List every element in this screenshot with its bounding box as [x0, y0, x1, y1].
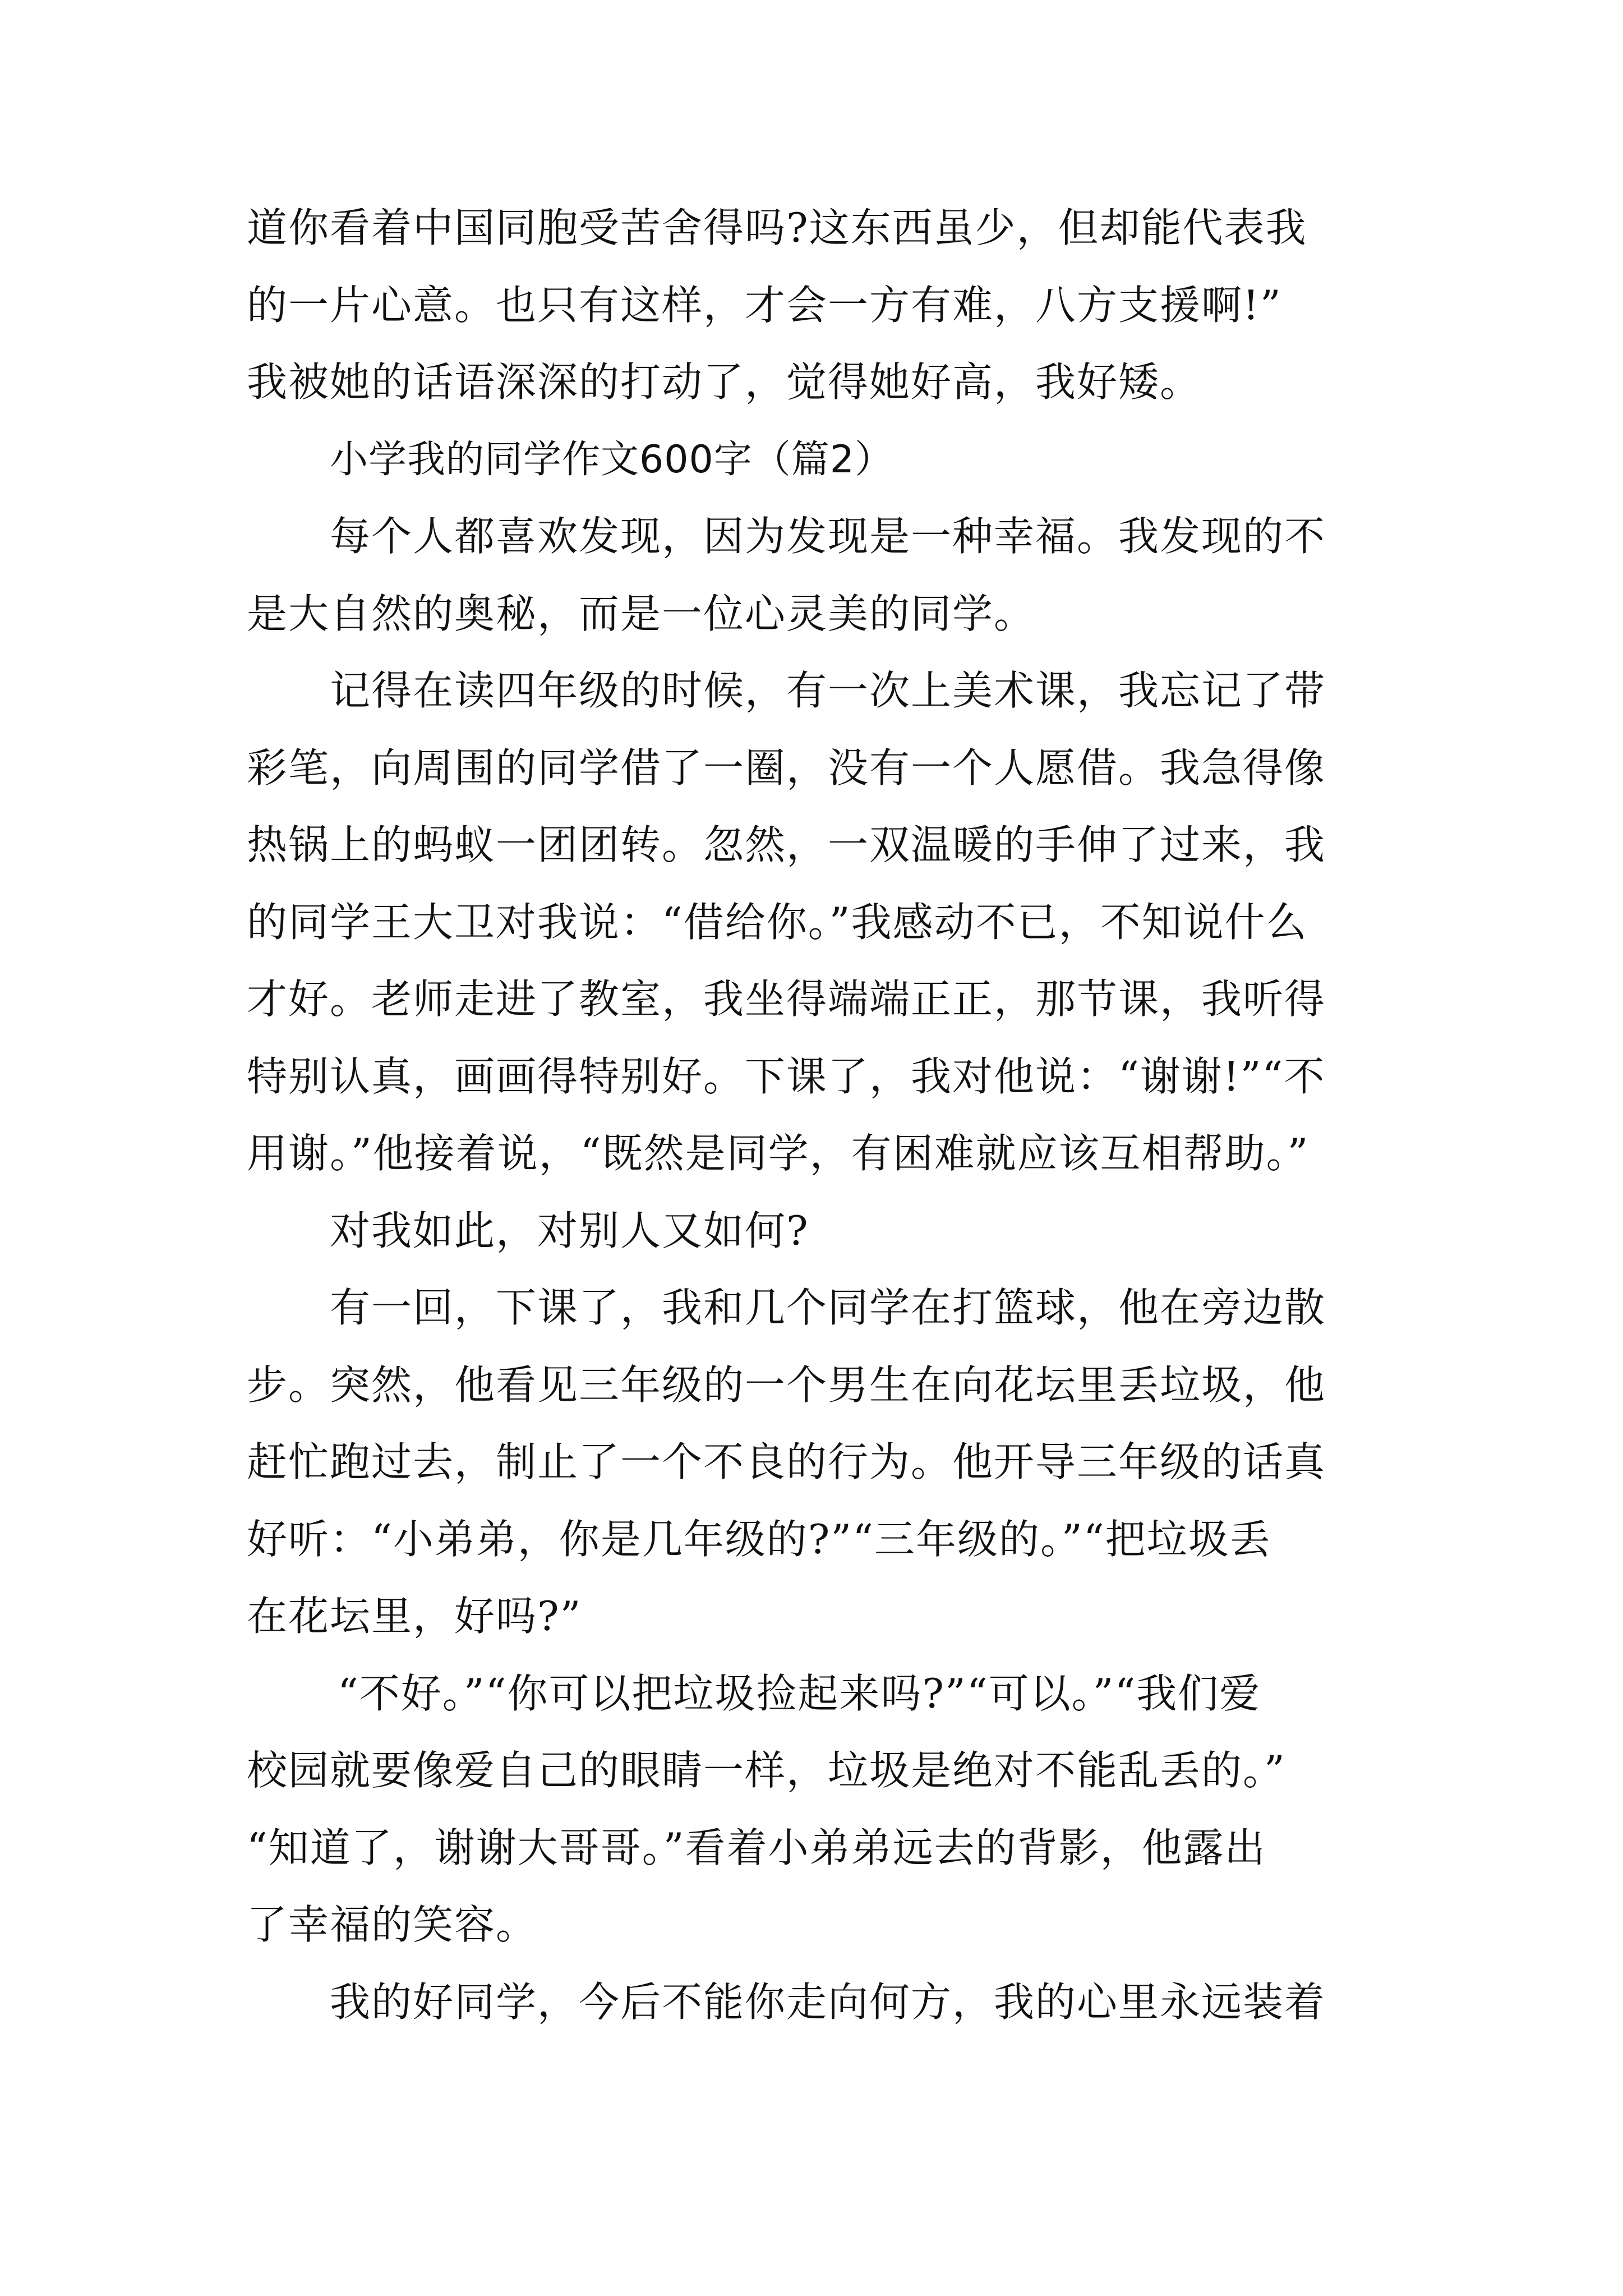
text-line: 步。突然，他看见三年级的一个男生在向花坛里丢垃圾，他	[247, 1361, 1326, 1409]
text-line: 好听：“小弟弟，你是几年级的?”“三年级的。”“把垃圾丢	[247, 1515, 1271, 1563]
paragraph-first-line: “不好。”“你可以把垃圾捡起来吗?”“可以。”“我们爱	[338, 1669, 1261, 1717]
text-line: 的一片心意。也只有这样，才会一方有难，八方支援啊!”	[247, 281, 1282, 329]
section-heading: 小学我的同学作文600字（篇2）	[330, 437, 894, 482]
paragraph-first-line: 我的好同学，今后不能你走向何方，我的心里永远装着	[330, 1978, 1326, 2026]
text-line: 才好。老师走进了教室，我坐得端端正正，那节课，我听得	[247, 976, 1326, 1023]
text-line: “知道了，谢谢大哥哥。”看着小弟弟远去的背影，他露出	[247, 1824, 1266, 1871]
text-line: 用谢。”他接着说，“既然是同学，有困难就应该互相帮助。”	[247, 1130, 1310, 1177]
text-line: 赶忙跑过去，制止了一个不良的行为。他开导三年级的话真	[247, 1438, 1326, 1485]
text-line: 是大自然的奥秘，而是一位心灵美的同学。	[247, 590, 1036, 637]
text-line: 道你看着中国同胞受苦舍得吗?这东西虽少，但却能代表我	[247, 204, 1307, 251]
paragraph-first-line: 记得在读四年级的时候，有一次上美术课，我忘记了带	[330, 667, 1326, 714]
text-line: 了幸福的笑容。	[247, 1901, 538, 1948]
text-line: 校园就要像爱自己的眼睛一样，垃圾是绝对不能乱丢的。”	[247, 1747, 1286, 1794]
essay-body	[247, 190, 1385, 2041]
text-line: 特别认真，画画得特别好。下课了，我对他说：“谢谢!”“不	[247, 1052, 1326, 1100]
text-line: 的同学王大卫对我说：“借给你。”我感动不已，不知说什么	[247, 898, 1308, 946]
text-line: 我被她的话语深深的打动了，觉得她好高，我好矮。	[247, 358, 1202, 406]
paragraph-first-line: 每个人都喜欢发现，因为发现是一种幸福。我发现的不	[330, 513, 1326, 560]
text-line: 在花坛里，好吗?”	[247, 1593, 582, 1640]
paragraph-first-line: 有一回，下课了，我和几个同学在打篮球，他在旁边散	[330, 1284, 1326, 1331]
text-line: 彩笔，向周围的同学借了一圈，没有一个人愿借。我急得像	[247, 744, 1326, 792]
paragraph-first-line: 对我如此，对别人又如何?	[330, 1207, 809, 1254]
text-line: 热锅上的蚂蚁一团团转。忽然，一双温暖的手伸了过来，我	[247, 821, 1326, 868]
